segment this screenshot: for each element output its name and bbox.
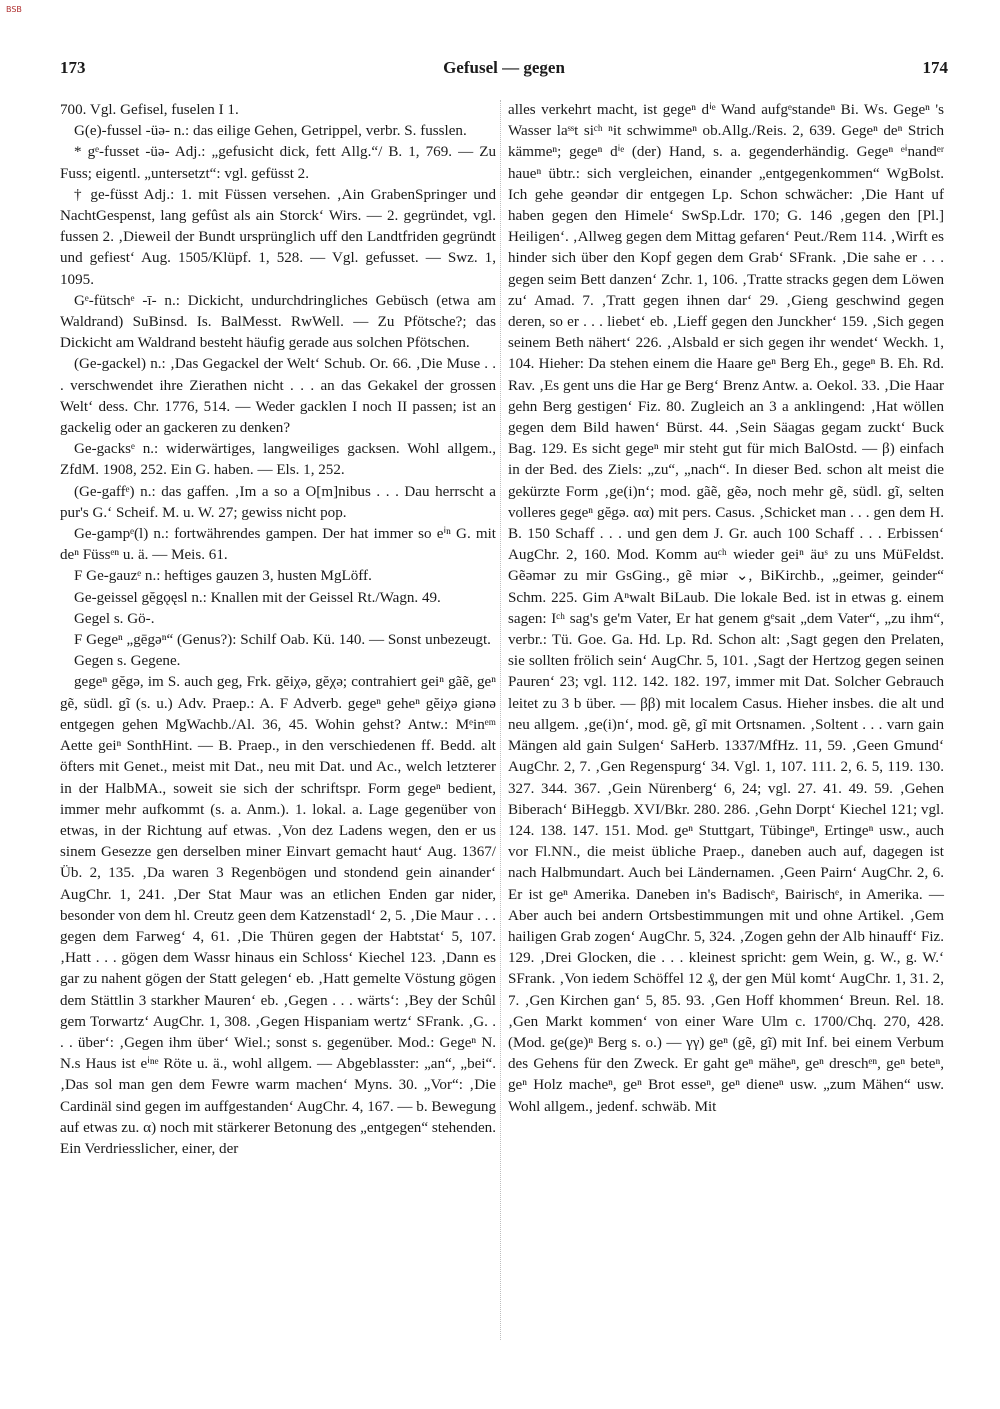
entry-continuation: 700. Vgl. Gefisel, fuselen I 1. <box>60 102 239 118</box>
right-column <box>508 100 944 1118</box>
entry-gegackel: (Ge-gackel) n.: ‚Das Gegackel der Welt‘ Schub. Or. 66. ‚Die Muse . . . verschwendet ihre Zierathen nicht . . . an das Gekakel der grossen Welt‘ dess. Chr. 1776, 514. — Weder gacklen I noch II passen; ist an gackelig oder an gackeren zu denken? <box>60 356 496 437</box>
entry-gegampel: Ge-gampᵉ(l) n.: fortwährendes gampen. Der hat immer so eⁱⁿ G. mit deⁿ Füssᵉⁿ u. ä. — Meis. 61. <box>60 526 496 564</box>
page-number-left: 173 <box>60 58 86 77</box>
page-number-right: 174 <box>922 58 948 77</box>
entry-gegen-ref: Gegen s. Gegene. <box>74 653 181 670</box>
entry-gegel: Gegel s. Gö-. <box>74 610 155 627</box>
entry-gegeissel: Ge-geissel gĕgǫęsl n.: Knallen mit der Geissel Rt./Wagn. 49. <box>74 589 441 606</box>
entry-gegen-main: gegeⁿ gĕgə, im S. auch geg, Frk. gĕiχə, gĕχə; contrahiert geiⁿ gãẽ, geⁿ gẽ, südl. gĩ (s. u.) Adv. Praep.: A. F Adverb. gegeⁿ geheⁿ gĕiχə giənə entgegen gehen MgWachb./Al. 36, 45. Wohin gehst? Antw.: Mᵉinᵉᵐ Aette geiⁿ SonthHint. — B. Praep., in den verschiedenen ff. Bedd. alt öfters mit Genet., meist mit Dat., neu mit Dat. und Ac., welch letzterer in der HalbMA., soweit sie sich der schriftspr. Form gegeⁿ bedient, immer mehr aufkommt (s. a. Anm.). 1. lokal. a. Lage gegenüber von etwas, in der Richtung auf etwas. ‚Von dez Ladens wegen, den er us sinem Gesezze gen derselben miner Einvart gemacht haut‘ Aug. 1367/Üb. 2, 135. ‚Da waren 3 Regenbögen und stondend gein ainander‘ AugChr. 1, 241. ‚Der Stat Maur was an etlichen Enden gar nider, besonder von dem hl. Creutz geen dem Katzenstadl‘ 2, 5. ‚Die Maur . . . gegen dem Farweg‘ 4, 61. ‚Die Thüren gegen der Habtstat‘ 5, 107. ‚Hatt . . . gögen dem Wassr hinaus ein Schloss‘ Kiechel 123. ‚Dann es gar zu nahent gögen der Statt gelegen‘ eb. ‚Hatt gemelte Vöstung gögen dem Stättlin 3 starkher Mauren‘ eb. ‚Gegen . . . wärts‘: ‚Bey der Schûl gem Torwartz‘ AugChr. 1, 308. ‚Gegen Hispaniam wertz‘ SFrank. ‚G. . . . über‘: ‚Gegen ihm über‘ Wiel.; sonst s. gegenüber. Mod.: Gegeⁿ N. N.s Haus ist eⁱⁿᵉ Röte u. ä., wohl allgem. — Abgeblasster: „an“, „bei“. ‚Das sol man gen dem Fewre warm machen‘ Myns. 30. „Vor“: ‚Die Cardinäl sind gegen im auffgestanden‘ AugChr. 4, 167. — b. Bewegung auf etwas zu. α) noch mit stärkerer Betonung des „entgegen“ stehenden. Ein Verdriesslicher, einer, der <box>60 674 496 1157</box>
left-column <box>60 100 496 1160</box>
page-title: Gefusel — gegen <box>443 58 565 77</box>
entry-gefuetsche: Gᵉ-fütschᵉ -ī- n.: Dickicht, undurchdringliches Gebüsch (etwa am Waldrand) SuBinsd. Is. BalMesst. RwWell. — Zu Pfötsche?; das Dickicht am Waldrand besteht häufig gerade aus solchen Pfötschen. <box>60 292 496 352</box>
column-divider <box>500 100 501 1340</box>
running-header <box>60 58 948 82</box>
entry-gegen-schilf: F Gegeⁿ „gēgəⁿ“ (Genus?): Schilf Oab. Kü. 140. — Sonst unbezeugt. <box>74 632 491 649</box>
entry-gefuesst: † ge-füsst Adj.: 1. mit Füssen versehen. ‚Ain GrabenSpringer und NachtGespenst, lang gefûst als ain Storck‘ Wirs. — 2. gegründet, vgl. fussen 2. ‚Dieweil der Bundt ursprünglich uff den Landtfriden gegründt und gefiest‘ Aug. 1505/Klüpf. 1, 528. — Vgl. gefusset. — Swz. 1, 1095. <box>60 186 496 288</box>
library-stamp: BSB <box>6 5 22 14</box>
entry-gegaffe: (Ge-gaffᵉ) n.: das gaffen. ‚Im a so a O[m]nibus . . . Dau herrscht a pur's G.‘ Scheif. M. u. W. 27; gewiss nicht pop. <box>60 483 496 521</box>
entry-gefusset: * gᵉ-fusset -üə- Adj.: „gefusicht dick, fett Allg.“/ B. 1, 769. — Zu Fuss; eigentl. „untersetzt“: vgl. gefüsst 2. <box>60 144 496 182</box>
entry-gegen-continued: alles verkehrt macht, ist gegeⁿ dⁱᵉ Wand aufgᵉstandeⁿ Bi. Ws. Gegeⁿ 's Wasser laˢˢt siᶜʰ ⁿit schwimmeⁿ ob.Allg./Reis. 2, 639. Gegeⁿ deⁿ Strich kämmeⁿ; gegeⁿ dⁱᵉ (der) Hand, s. a. gegenderhändig. Gegeⁿ ᵉⁱnandᵉʳ haueⁿ übtr.: sich vergleichen, einander „entgegenkommen“ WgBolst. Ich gehe geəndər dir entgegen Lp. Schon schwächer: ‚Die Hant uf haben gegen den Himele‘ SwSp.Ldr. 170; G. 146 ‚gegen den [Pl.] Heiligen‘. ‚Allweg gegen dem Mittag gefaren‘ Peut./Rem 114. ‚Wirft es hinder sich über den Kopf gegen dem Grab‘ SFrank. ‚Die sahe er . . . gegen seim Bett danzen‘ Zchr. 1, 106. ‚Tratte stracks gegen dem Löwen zu‘ Amad. 7. ‚Tratt gegen ihnen dar‘ 29. ‚Gieng geschwind gegen deren, so er . . . liebet‘ eb. ‚Lieff gegen den Junckher‘ 159. ‚Sich gegen seinem Beth nähert‘ 226. ‚Alsbald er sich gegen ihr wendet‘ Weckh. 1, 104. Hieher: Da stehen einem die Haare geⁿ Berg Eh., gegeⁿ B. Eh. Rd. Rav. ‚Es gent uns die Har ge Berg‘ Brenz Antw. a. Oekol. 33. ‚Die Haar gehn Berg gestigen‘ Fiz. 80. Zugleich an 3 a anklingend: ‚Hat wöllen gegen dem Bild hawen‘ Bürst. 44. ‚Sein Säagas gegam zuckt‘ Buck Bag. 129. Es sicht gegeⁿ mir steht gut für mich BalOstd. — β) einfach in der Bed. des Ziels: „zu“, „nach“. In dieser Bed. schon alt meist die gekürzte Form ‚ge(i)n‘; mod. gãẽ, gẽə, noch mehr gẽ, südl. gĩ, selten volleres gegeⁿ gĕgə. αα) mit pers. Casus. ‚Schicket man . . . gen dem H. B. 150 Schaff . . . und gen dem J. Gr. auch 100 Schaff . . . Erbissen‘ AugChr. 2, 160. Mod. Komm auᶜʰ wieder geiⁿ äuˢ zu uns MüFeldst. Gẽəmər zu mir GsGing., gẽ miər ⌄, BiKirchb., „geimer, geinder“ Schm. 225. Gim Aⁿwalt BiLaub. Die lokale Bed. ist in etwas g. einem sagen: Iᶜʰ sag's ge'm Vater, Er hat genem gᵉsait „dem Vater“, „zu ihm“, verbr.: Tü. Goe. Ga. Hd. Lp. Rd. Schon alt: ‚Sagt gegen den Prelaten, sie sollten frölich sein‘ AugChr. 5, 101. ‚Sagt der Hertzog gegen seinen Pauren‘ 23; vgl. 112. 142. 182. 197, immer mit Dat. Solcher Gebrauch leitet zu 3 b über. — ββ) mit localem Casus. Hieher insbes. die alt und neu allgem. ‚ge(i)n‘, mod. gẽ, gĩ mit Ortsnamen. ‚Soltent . . . varn gain Mängen ald gain Sulgen‘ SaHerb. 1337/MfHz. 11, 59. ‚Geen Gmund‘ AugChr. 2, 7. ‚Gen Regenspurg‘ 34. Vgl. 1, 107. 111. 2, 6. 5, 119. 130. 327. 344. 367. ‚Gein Nürenberg‘ 6, 24; vgl. 27. 41. 49. 59. ‚Gehen Biberach‘ BiHeggb. XVI/Bkr. 280. 286. ‚Gehn Dorpt‘ Kiechel 121; vgl. 124. 138. 147. 151. Mod. geⁿ Stuttgart, Tübingeⁿ, Ertingeⁿ usw., auch vor Fl.NN., die meist übliche Praep., daneben auch auf, dagegen ist nach Halbmundart. Auch bei Ländernamen. ‚Geen Pairn‘ AugChr. 2, 6. Er ist geⁿ Amerika. Daneben in's Badischᵉ, Bairischᵉ, in Amerika. — Aber auch bei andern Ortsbestimmungen mit und ohne Artikel. ‚Gem hailigen Grab zogen‘ AugChr. 5, 324. ‚Zogen gehn der Alb hinauff‘ Fiz. 129. ‚Drei Glocken, die . . . kleinest spricht: gem Wein, g. W., g. W.‘ SFrank. ‚Von iedem Schöffel 12 ₰, der gen Mül komt‘ AugChr. 1, 31. 2, 7. ‚Gen Kirchen gan‘ 5, 85. 93. ‚Gen Hoff khommen‘ Breun. Rel. 18. ‚Gen Markt kommen‘ von einer Ware Ulm c. 1700/Chq. 270, 428. (Mod. ge(ge)ⁿ Berg s. o.) — γγ) geⁿ (gẽ, gĩ) mit Inf. bei einem Verbum des Gehens für den Zweck. Er gaht geⁿ mäheⁿ, geⁿ dreschᵉⁿ, geⁿ beteⁿ, geⁿ Holz macheⁿ, geⁿ Brot esseⁿ, geⁿ dieneⁿ usw. „zum Mähen“ usw. Wohl allgem., jedenf. schwäb. Mit <box>508 102 944 1115</box>
entry-gegackse: Ge-gacksᵉ n.: widerwärtiges, langweiliges gacksen. Wohl allgem., ZfdM. 1908, 252. Ein G. haben. — Els. 1, 252. <box>60 441 496 479</box>
entry-ge-fussel: G(e)-fussel -üə- n.: das eilige Gehen, Getrippel, verbr. S. fusslen. <box>74 123 467 140</box>
entry-gegauze: F Ge-gauzᵉ n.: heftiges gauzen 3, husten MgLöff. <box>74 568 372 585</box>
